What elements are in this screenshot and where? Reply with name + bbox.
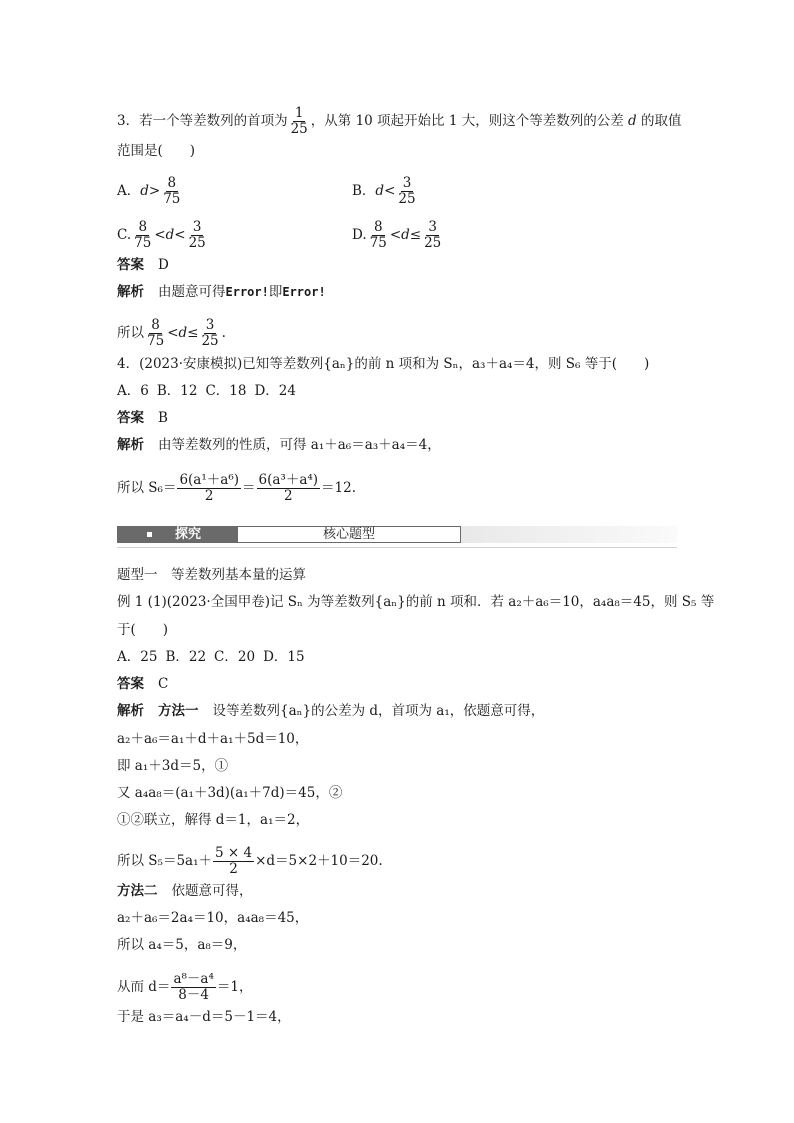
q4-analysis-label: 解析 bbox=[117, 437, 144, 453]
example1-m2-step4: 于是 a₃＝a₄－d＝5－1＝4， bbox=[117, 1009, 291, 1025]
example1-option-c: C．20 bbox=[214, 649, 256, 665]
q3-option-c-mid: <d< bbox=[154, 227, 186, 243]
q4-formula-eq: ＝ bbox=[242, 480, 256, 496]
q3-c-den2: 25 bbox=[188, 235, 206, 251]
q3-option-b bbox=[352, 176, 419, 207]
example1-m2-step3-fraction bbox=[171, 972, 215, 1003]
q3-var-d: d bbox=[628, 113, 637, 129]
q4-option-c: C．18 bbox=[205, 383, 247, 399]
q3-option-d-fraction2 bbox=[422, 220, 443, 251]
q3-first-den: 25 bbox=[290, 121, 308, 137]
q3-a-num: 8 bbox=[167, 175, 177, 191]
q4-formula-end: ＝12. bbox=[321, 480, 357, 496]
q3-c-den1: 75 bbox=[134, 235, 152, 251]
q3-answer bbox=[117, 257, 169, 273]
banner-dark-tab bbox=[117, 526, 237, 543]
q4-answer-value: B bbox=[158, 410, 168, 426]
q3-error-1: Error! bbox=[225, 285, 269, 299]
q4-f2-num: 6(a³＋a⁴) bbox=[258, 472, 319, 488]
q3-b-num: 3 bbox=[402, 175, 412, 191]
q3-option-b-fraction bbox=[396, 176, 417, 207]
q3-stem-line2: 范围是( ) bbox=[117, 143, 196, 159]
q3-stem-b: ，从第 10 项起开始比 1 大，则这个等差数列的公差 bbox=[310, 113, 629, 129]
q3-error-2: Error! bbox=[282, 285, 326, 299]
q3-conclude-mid: <d≤ bbox=[167, 325, 199, 341]
example1-m2-step3-den: 8－4 bbox=[178, 987, 209, 1003]
q3-option-a-label: A． bbox=[117, 183, 141, 199]
q4-analysis-text: 由等差数列的性质，可得 a₁＋a₆＝a₃＋a₄＝4， bbox=[158, 437, 441, 453]
q3-option-a-rel: d> bbox=[140, 183, 161, 199]
example1-answer-value: C bbox=[158, 676, 169, 692]
example1-stem-line1: 例 1 (1)(2023·全国甲卷)记 Sₙ 为等差数列{aₙ}的前 n 项和．若 a₂＋a₆＝10，a₄a₈＝45，则 S₅ 等 bbox=[117, 594, 715, 610]
q3-option-a-fraction bbox=[161, 176, 182, 207]
section-title: 题型一 等差数列基本量的运算 bbox=[117, 567, 306, 583]
q4-answer-label: 答案 bbox=[117, 410, 144, 426]
q3-d-den2: 25 bbox=[424, 235, 442, 251]
q3-option-c-fraction1 bbox=[132, 220, 153, 251]
example1-m2-step3-num: a⁸－a⁴ bbox=[173, 971, 214, 987]
q3-conclude-num1: 8 bbox=[151, 317, 160, 333]
q4-formula-prefix: 所以 S₆＝ bbox=[117, 480, 177, 496]
example1-m2-step3-prefix: 从而 d＝ bbox=[117, 979, 171, 995]
q3-conclude-fraction2 bbox=[199, 318, 220, 349]
example1-option-d: D．15 bbox=[263, 649, 305, 665]
example1-answer-label: 答案 bbox=[117, 676, 144, 692]
q3-stem-line1 bbox=[117, 106, 681, 137]
q3-option-d-mid: <d≤ bbox=[389, 227, 422, 243]
example1-step5-end: ×d＝5×2＋10＝20. bbox=[255, 853, 383, 869]
q3-stem-c: 的取值 bbox=[636, 113, 682, 129]
example1-stem-line2: 于( ) bbox=[117, 622, 169, 638]
example1-step5 bbox=[117, 846, 383, 877]
example1-step5-prefix: 所以 S₅＝5a₁＋ bbox=[117, 853, 213, 869]
example1-step4: ①②联立，解得 d＝1，a₁＝2， bbox=[117, 812, 310, 828]
q4-f1-num: 6(a¹＋a⁶) bbox=[179, 472, 239, 488]
q4-f2-den: 2 bbox=[283, 488, 293, 504]
example1-method1-text: 设等差数列{aₙ}的公差为 d，首项为 a₁，依题意可得， bbox=[212, 703, 545, 719]
q3-conclude-prefix: 所以 bbox=[117, 325, 144, 341]
q4-f1-den: 2 bbox=[204, 488, 214, 504]
example1-method2-label: 方法二 bbox=[117, 883, 158, 899]
q4-option-a: A．6 bbox=[117, 383, 149, 399]
q3-option-c bbox=[117, 220, 209, 251]
example1-answer bbox=[117, 676, 168, 692]
q4-formula bbox=[117, 473, 356, 504]
banner-underline bbox=[117, 547, 677, 548]
example1-m2-step3-end: ＝1， bbox=[216, 979, 253, 995]
q3-mid-text: 即 bbox=[268, 284, 283, 300]
example1-m2-step2: 所以 a₄＝5，a₈＝9， bbox=[117, 937, 247, 953]
q3-conclude-den1: 75 bbox=[147, 333, 165, 349]
example1-option-b: B．22 bbox=[165, 649, 207, 665]
q4-formula-fraction1 bbox=[177, 473, 241, 504]
q3-first-num: 1 bbox=[294, 105, 304, 121]
q3-stem-a: 3．若一个等差数列的首项为 bbox=[117, 113, 288, 129]
q4-answer bbox=[117, 410, 168, 426]
q3-conclude-den2: 25 bbox=[201, 333, 219, 349]
q4-formula-fraction2 bbox=[257, 473, 321, 504]
q3-option-d bbox=[352, 220, 444, 251]
q3-d-num1: 8 bbox=[373, 219, 383, 235]
banner-dark-label: 探究 bbox=[175, 527, 202, 542]
example1-step2: 即 a₁＋3d＝5，① bbox=[117, 758, 229, 774]
example1-method1-label: 方法一 bbox=[158, 703, 199, 719]
example1-step5-fraction bbox=[213, 846, 254, 877]
example1-step1: a₂＋a₆＝a₁＋d＋a₁＋5d＝10， bbox=[117, 731, 309, 747]
q3-c-num1: 8 bbox=[138, 219, 148, 235]
example1-m2-step3 bbox=[117, 972, 252, 1003]
example1-analysis-label: 解析 bbox=[117, 703, 144, 719]
q3-answer-label: 答案 bbox=[117, 257, 144, 273]
example1-step3: 又 a₄a₈＝(a₁＋3d)(a₁＋7d)＝45，② bbox=[117, 785, 343, 801]
q3-conclude-fraction1 bbox=[145, 318, 166, 349]
q4-option-b: B．12 bbox=[156, 383, 198, 399]
q3-conclusion bbox=[117, 318, 226, 349]
q3-option-c-fraction2 bbox=[187, 220, 208, 251]
q3-option-a bbox=[117, 176, 183, 207]
example1-method2-text: 依题意可得， bbox=[171, 883, 253, 899]
q3-option-c-label: C. bbox=[117, 227, 132, 243]
example1-step5-den: 2 bbox=[229, 861, 238, 877]
q4-analysis bbox=[117, 437, 441, 453]
example1-options bbox=[117, 649, 305, 665]
q3-d-num2: 3 bbox=[428, 219, 437, 235]
example1-option-a: A．25 bbox=[117, 649, 158, 665]
q3-first-term-fraction bbox=[289, 106, 310, 137]
banner-square-icon bbox=[147, 532, 152, 537]
q3-option-d-fraction1 bbox=[368, 220, 389, 251]
q3-conclude-num2: 3 bbox=[205, 317, 215, 333]
q3-b-den: 25 bbox=[398, 191, 416, 207]
q3-d-den1: 75 bbox=[369, 235, 387, 251]
q3-option-b-rel: d< bbox=[375, 183, 396, 199]
banner-light-tab: 核心题型 bbox=[237, 526, 461, 543]
q4-options bbox=[117, 383, 296, 399]
example1-m2-step1: a₂＋a₆＝2a₄＝10，a₄a₈＝45， bbox=[117, 910, 309, 926]
q3-conclude-end: . bbox=[221, 325, 226, 341]
q3-analysis bbox=[117, 284, 326, 300]
q3-option-b-label: B． bbox=[352, 183, 376, 199]
q3-answer-value: D bbox=[158, 257, 169, 273]
example1-method2 bbox=[117, 883, 253, 899]
q3-analysis-text: 由题意可得 bbox=[158, 284, 226, 300]
q3-option-d-label: D. bbox=[352, 227, 367, 243]
q3-c-num2: 3 bbox=[192, 219, 202, 235]
q3-analysis-label: 解析 bbox=[117, 284, 144, 300]
example1-step5-num: 5 × 4 bbox=[215, 845, 253, 861]
example1-analysis bbox=[117, 703, 544, 719]
section-banner bbox=[117, 524, 677, 546]
q3-a-den: 75 bbox=[163, 191, 181, 207]
q4-stem: 4．(2023·安康模拟)已知等差数列{aₙ}的前 n 项和为 Sₙ，a₃＋a₄＝4，则 S₆ 等于( ) bbox=[117, 356, 650, 372]
q4-option-d: D．24 bbox=[254, 383, 296, 399]
